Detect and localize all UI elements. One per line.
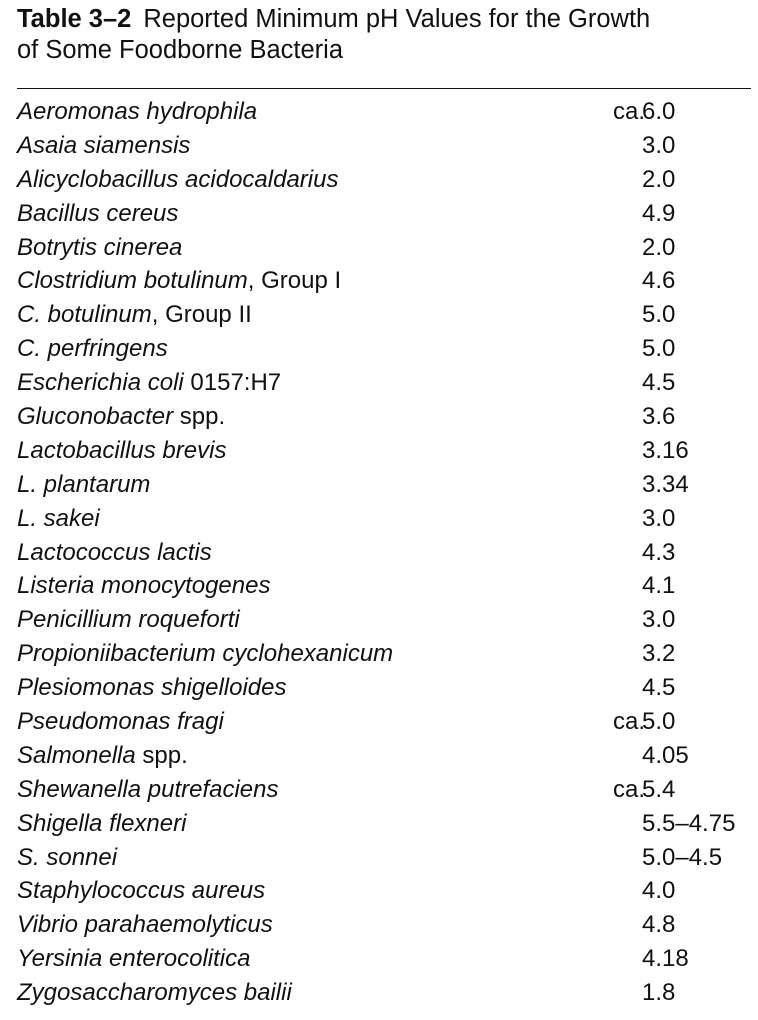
min-ph-value: 4.9: [642, 199, 676, 227]
min-ph-value: 3.0: [642, 606, 676, 634]
table-row: [17, 569, 751, 603]
table-caption: [17, 4, 751, 66]
organism-name: [17, 298, 252, 332]
table-row: [17, 400, 751, 434]
table-row: [17, 298, 751, 332]
organism-italic: C. perfringens: [17, 335, 168, 363]
organism-name: [17, 942, 250, 976]
ph-approx-prefix: ca.: [612, 775, 645, 803]
organism-name: [17, 400, 225, 434]
organism-italic: S. sonnei: [17, 843, 118, 871]
table-top-rule: [17, 88, 751, 89]
organism-name: [17, 163, 338, 197]
organism-name: [17, 197, 178, 231]
organism-name: [17, 874, 265, 908]
table-row: [17, 874, 751, 908]
min-ph-value: 4.6: [642, 267, 676, 295]
organism-italic: Salmonella: [17, 741, 136, 769]
organism-name: [17, 739, 188, 773]
organism-italic: Asaia siamensis: [17, 131, 191, 159]
table-row: [17, 197, 751, 231]
organism-italic: Zygosaccharomyces bailii: [17, 979, 292, 1007]
organism-italic: Propioniibacterium cyclohexanicum: [17, 640, 394, 668]
table-page: [17, 4, 751, 1010]
min-ph-value: 2.0: [642, 165, 676, 193]
organism-italic: Lactobacillus brevis: [17, 436, 227, 464]
table-row: [17, 129, 751, 163]
min-ph-value: 4.8: [642, 911, 676, 939]
organism-name: [17, 603, 240, 637]
organism-name: [17, 366, 281, 400]
organism-qualifier: spp.: [135, 741, 188, 769]
table-row: [17, 942, 751, 976]
min-ph-value: 5.0: [642, 708, 676, 736]
organism-italic: Aeromonas hydrophila: [17, 98, 258, 125]
organism-qualifier: 0157:H7: [183, 369, 282, 397]
min-ph-value: 3.0: [642, 504, 676, 532]
organism-name: [17, 637, 393, 671]
organism-name: [17, 231, 182, 265]
organism-italic: Penicillium roqueforti: [17, 606, 240, 634]
organism-name: [17, 908, 273, 942]
organism-italic: Clostridium botulinum: [17, 267, 248, 295]
table-row: [17, 603, 751, 637]
table-row: [17, 468, 751, 502]
min-ph-value: 3.2: [642, 640, 676, 668]
table-row: [17, 908, 751, 942]
table-row: [17, 95, 751, 129]
table-row: [17, 264, 751, 298]
organism-name: [17, 468, 150, 502]
organism-italic: Listeria monocytogenes: [17, 572, 271, 600]
organism-name: [17, 705, 224, 739]
min-ph-value: 4.3: [642, 538, 676, 566]
organism-name: [17, 95, 257, 129]
organism-name: [17, 502, 100, 536]
organism-italic: L. sakei: [17, 504, 100, 532]
organism-qualifier: spp.: [173, 403, 226, 431]
min-ph-value: 5.0–4.5: [642, 843, 723, 871]
organism-name: [17, 841, 117, 875]
organism-italic: Pseudomonas fragi: [17, 708, 224, 736]
min-ph-value: 3.34: [642, 470, 689, 498]
table-row: [17, 705, 751, 739]
table-row: [17, 637, 751, 671]
table-row: [17, 671, 751, 705]
table-row: [17, 231, 751, 265]
ph-approx-prefix: ca.: [612, 98, 645, 125]
table-row: [17, 502, 751, 536]
min-ph-value: 5.0: [642, 301, 676, 329]
organism-italic: Vibrio parahaemolyticus: [17, 911, 273, 939]
organism-italic: Shewanella putrefaciens: [17, 775, 279, 803]
table-row: [17, 163, 751, 197]
min-ph-value: 3.0: [642, 131, 676, 159]
table-row: [17, 739, 751, 773]
min-ph-value: 6.0: [642, 98, 676, 125]
organism-italic: Plesiomonas shigelloides: [17, 674, 287, 702]
table-row: [17, 841, 751, 875]
organism-name: [17, 332, 168, 366]
organism-name: [17, 569, 270, 603]
table-title-line2: of Some Foodborne Bacteria: [17, 36, 344, 64]
min-ph-value: 4.1: [642, 572, 676, 600]
organism-name: [17, 264, 341, 298]
min-ph-value: 4.0: [642, 877, 676, 905]
table-row: [17, 976, 751, 1010]
organism-italic: Alicyclobacillus acidocaldarius: [17, 165, 339, 193]
organism-italic: Escherichia coli: [17, 369, 184, 397]
organism-name: [17, 976, 292, 1010]
min-ph-value: 4.5: [642, 674, 676, 702]
organism-name: [17, 129, 190, 163]
organism-italic: Shigella flexneri: [17, 809, 187, 837]
ph-approx-prefix: ca.: [612, 708, 645, 736]
min-ph-value: 5.0: [642, 335, 676, 363]
organism-name: [17, 773, 279, 807]
organism-italic: Staphylococcus aureus: [17, 877, 266, 905]
min-ph-value: 4.05: [642, 741, 689, 769]
organism-italic: C. botulinum: [17, 301, 152, 329]
min-ph-value: 4.5: [642, 369, 676, 397]
organism-name: [17, 536, 212, 570]
organism-italic: Lactococcus lactis: [17, 538, 212, 566]
organism-qualifier: , Group II: [151, 301, 252, 329]
min-ph-value: 2.0: [642, 233, 676, 261]
table-row: [17, 807, 751, 841]
table-row: [17, 773, 751, 807]
table-label: Table 3–2: [17, 5, 132, 33]
min-ph-value: 1.8: [642, 979, 676, 1007]
min-ph-value: 5.5–4.75: [642, 809, 736, 837]
table-title-line1: Reported Minimum pH Values for the Growth: [143, 5, 651, 33]
table-row: [17, 366, 751, 400]
organism-name: [17, 671, 286, 705]
organism-italic: L. plantarum: [17, 470, 151, 498]
table-row: [17, 332, 751, 366]
min-ph-value: 3.6: [642, 403, 676, 431]
organism-qualifier: , Group I: [247, 267, 342, 295]
min-ph-value: 4.18: [642, 945, 689, 973]
organism-italic: Bacillus cereus: [17, 199, 179, 227]
organism-name: [17, 807, 186, 841]
table-body: [17, 95, 751, 1010]
organism-italic: Yersinia enterocolitica: [17, 945, 251, 973]
min-ph-value: 5.4: [642, 775, 676, 803]
table-row: [17, 536, 751, 570]
organism-italic: Gluconobacter: [17, 403, 174, 431]
table-row: [17, 434, 751, 468]
organism-italic: Botrytis cinerea: [17, 233, 183, 261]
organism-name: [17, 434, 226, 468]
min-ph-value: 3.16: [642, 436, 689, 464]
